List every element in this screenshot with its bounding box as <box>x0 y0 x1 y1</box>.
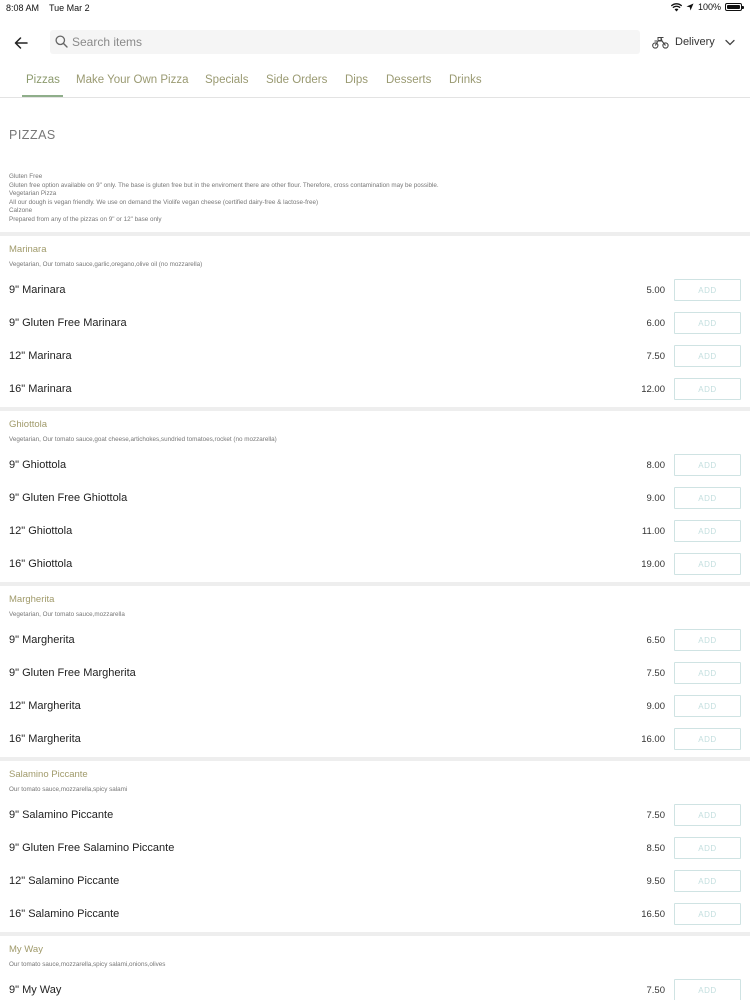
note-line: Gluten free option available on 9" only. The base is gluten free but in the enviroment there are other flour. Therefore, cross contamination may be possible. <box>9 181 439 189</box>
menu-item-price: 9.50 <box>646 876 665 887</box>
menu-item-price: 5.00 <box>646 285 665 296</box>
note-line: Prepared from any of the pizzas on 9" or 12" base only <box>9 215 162 223</box>
section-divider <box>0 232 750 236</box>
add-button[interactable]: ADD <box>674 870 741 892</box>
section-divider <box>0 932 750 936</box>
section-notes <box>9 173 439 225</box>
section-divider <box>0 757 750 761</box>
menu-item-name: 9" Ghiottola <box>9 459 67 471</box>
add-button[interactable]: ADD <box>674 695 741 717</box>
add-button[interactable]: ADD <box>674 804 741 826</box>
menu-item-name: 9" Gluten Free Marinara <box>9 317 127 329</box>
menu-item-name: 12" Marinara <box>9 350 72 362</box>
battery-percent: 100% <box>697 2 721 12</box>
menu-item-price: 7.50 <box>646 985 665 996</box>
group-description: Vegetarian, Our tomato sauce,goat cheese,artichokes,sundried tomatoes,rocket (no mozzarella) <box>9 436 277 443</box>
add-button[interactable]: ADD <box>674 345 741 367</box>
add-button[interactable]: ADD <box>674 312 741 334</box>
header <box>0 28 750 58</box>
group-description: Our tomato sauce,mozzarella,spicy salami <box>9 786 128 793</box>
menu-item-price: 7.50 <box>646 810 665 821</box>
group-name: Salamino Piccante <box>9 769 88 780</box>
menu-item-name: 12" Margherita <box>9 700 81 712</box>
menu-item-price: 9.00 <box>646 701 665 712</box>
add-button[interactable]: ADD <box>674 520 741 542</box>
menu-item-price: 8.50 <box>646 843 665 854</box>
note-line: All our dough is vegan friendly. We use on demand the Violife vegan cheese (certified dairy-free & lactose-free) <box>9 198 319 206</box>
menu-item-price: 7.50 <box>646 351 665 362</box>
menu-item-price: 16.00 <box>641 734 665 745</box>
search-icon <box>55 35 68 48</box>
wifi-icon <box>671 3 682 12</box>
note-line: Vegetarian Pizza <box>9 190 57 198</box>
menu-item-price: 16.50 <box>641 909 665 920</box>
menu-item-name: 9" Gluten Free Margherita <box>9 667 136 679</box>
menu-item-name: 9" Salamino Piccante <box>9 809 114 821</box>
tab-pizzas[interactable]: Pizzas <box>26 74 60 86</box>
scooter-icon <box>652 36 669 49</box>
back-button[interactable] <box>10 32 32 54</box>
menu-item-name: 16" Ghiottola <box>9 558 73 570</box>
tab-make-your-own-pizza[interactable]: Make Your Own Pizza <box>76 74 189 86</box>
search-bar[interactable] <box>50 30 640 54</box>
add-button[interactable]: ADD <box>674 837 741 859</box>
group-name: Margherita <box>9 594 55 605</box>
add-button[interactable]: ADD <box>674 553 741 575</box>
add-button[interactable]: ADD <box>674 279 741 301</box>
group-description: Vegetarian, Our tomato sauce,mozzarella <box>9 611 125 618</box>
add-button[interactable]: ADD <box>674 629 741 651</box>
section-title: PIZZAS <box>9 128 56 142</box>
menu-item-name: 16" Margherita <box>9 733 81 745</box>
menu-item-price: 19.00 <box>641 559 665 570</box>
active-tab-indicator <box>22 95 63 97</box>
location-arrow-icon <box>686 3 694 11</box>
add-button[interactable]: ADD <box>674 903 741 925</box>
status-date: Tue Mar 2 <box>49 3 90 13</box>
delivery-label: Delivery <box>675 36 715 48</box>
menu-item-name: 12" Salamino Piccante <box>9 875 120 887</box>
menu-item-price: 12.00 <box>641 384 665 395</box>
tab-specials[interactable]: Specials <box>205 74 249 86</box>
status-time: 8:08 AM <box>6 3 40 13</box>
group-description: Our tomato sauce,mozzarella,spicy salami,onions,olives <box>9 961 166 968</box>
battery-icon <box>725 3 742 11</box>
group-name: My Way <box>9 944 43 955</box>
menu-item-name: 16" Salamino Piccante <box>9 908 120 920</box>
category-tabs <box>0 62 750 98</box>
group-name: Marinara <box>9 244 47 255</box>
menu-item-name: 16" Marinara <box>9 383 72 395</box>
add-button[interactable]: ADD <box>674 662 741 684</box>
add-button[interactable]: ADD <box>674 454 741 476</box>
section-divider <box>0 407 750 411</box>
menu-item-name: 9" My Way <box>9 984 62 996</box>
tab-desserts[interactable]: Desserts <box>386 74 432 86</box>
menu-item-price: 11.00 <box>641 526 665 537</box>
menu-item-name: 9" Gluten Free Ghiottola <box>9 492 128 504</box>
add-button[interactable]: ADD <box>674 378 741 400</box>
status-bar <box>0 0 750 16</box>
add-button[interactable]: ADD <box>674 487 741 509</box>
menu-item-name: 9" Margherita <box>9 634 75 646</box>
status-right <box>671 2 742 12</box>
tab-dips[interactable]: Dips <box>345 74 369 86</box>
delivery-selector[interactable] <box>652 32 735 52</box>
menu-item-name: 9" Marinara <box>9 284 66 296</box>
menu-item-price: 7.50 <box>646 668 665 679</box>
chevron-down-icon <box>725 39 735 46</box>
menu-item-price: 8.00 <box>646 460 665 471</box>
tab-drinks[interactable]: Drinks <box>449 74 482 86</box>
menu-item-price: 6.00 <box>646 318 665 329</box>
add-button[interactable]: ADD <box>674 979 741 1000</box>
arrow-left-icon <box>14 37 28 49</box>
menu-item-price: 6.50 <box>646 635 665 646</box>
search-input[interactable] <box>72 30 632 54</box>
menu-item-price: 9.00 <box>646 493 665 504</box>
menu-item-name: 9" Gluten Free Salamino Piccante <box>9 842 175 854</box>
add-button[interactable]: ADD <box>674 728 741 750</box>
group-description: Vegetarian, Our tomato sauce,garlic,oregano,olive oil (no mozzarella) <box>9 261 203 268</box>
note-line: Calzone <box>9 207 33 215</box>
section-divider <box>0 582 750 586</box>
note-line: Gluten Free <box>9 173 43 180</box>
tab-side-orders[interactable]: Side Orders <box>266 74 328 86</box>
menu-item-name: 12" Ghiottola <box>9 525 73 537</box>
group-name: Ghiottola <box>9 419 48 430</box>
